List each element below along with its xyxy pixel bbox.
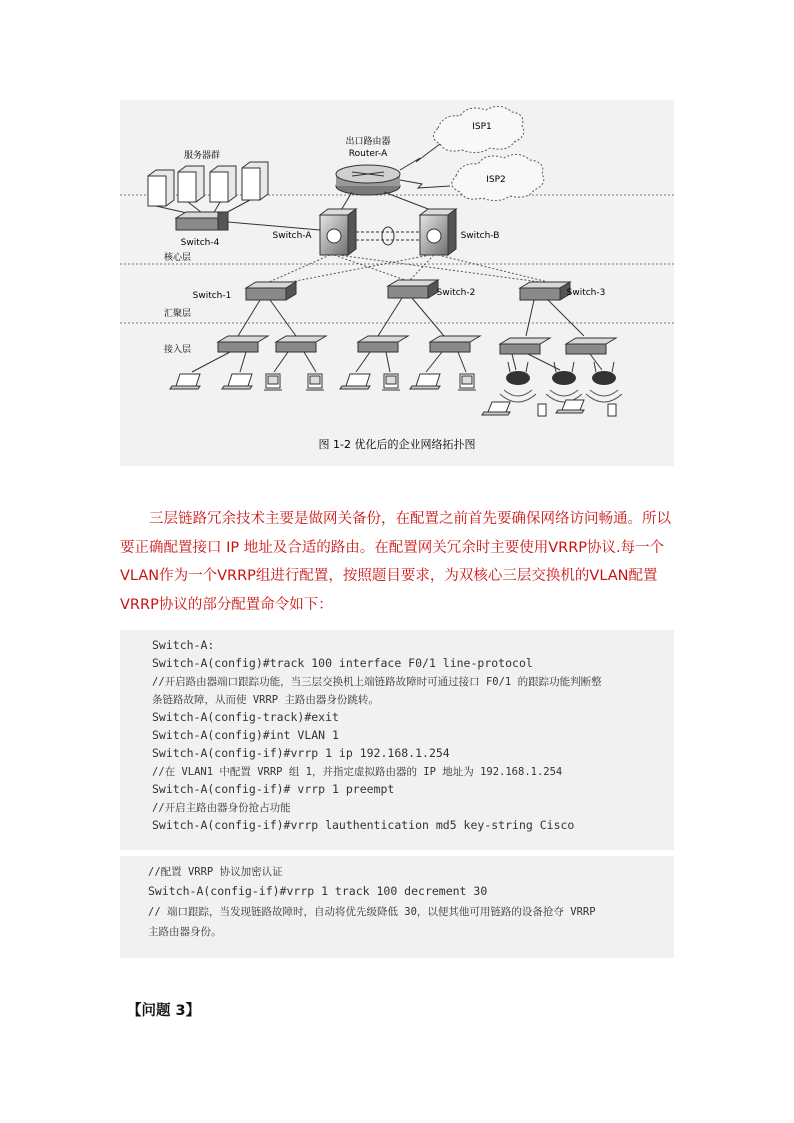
code-line: Switch-A(config)#track 100 interface F0/1 line-protocol (152, 656, 533, 670)
switch-a-label: Switch-A (272, 231, 312, 241)
access-switch-icon (500, 338, 550, 354)
access-switch-icon (358, 336, 408, 352)
switch-b-icon (420, 209, 456, 255)
switch-1-label: Switch-1 (192, 291, 232, 301)
switch-2-label: Switch-2 (436, 288, 476, 298)
switch-3-icon (520, 282, 570, 300)
aggregation-to-access-links (238, 298, 584, 336)
figure-caption: 图 1-2 优化后的企业网络拓扑图 (318, 438, 476, 451)
code-line: Switch-A: (152, 638, 215, 652)
laptop-icon (410, 374, 440, 389)
access-switch-icon (566, 338, 616, 354)
desktop-icon (306, 374, 324, 390)
mobile-device-icon (608, 404, 616, 416)
code-line: Switch-A(config-track)#exit (152, 710, 339, 724)
laptop-icon (340, 374, 370, 389)
switch-4-label: Switch-4 (180, 238, 220, 248)
code-line: Switch-A(config)#int VLAN 1 (152, 728, 339, 742)
server-group-label: 服务器群 (183, 151, 221, 161)
desktop-icon (458, 374, 476, 390)
access-switch-icon (276, 336, 326, 352)
wan-link-isp2 (400, 180, 450, 188)
code-line: Switch-A(config-if)#vrrp 1 track 100 decrement 30 (148, 884, 488, 898)
aggregation-layer-label: 汇聚层 (164, 309, 192, 319)
code-comment: // 端口跟踪，当发现链路故障时，自动将优先级降低 30，以便其他可用链路的设备抢夺 VRRP (148, 906, 596, 918)
switch-1-icon (246, 282, 296, 300)
server-icon (210, 166, 236, 202)
access-switch-icon (218, 336, 268, 352)
core-layer-label: 核心层 (164, 253, 192, 263)
question-heading: 【问题 3】 (127, 1003, 201, 1019)
switch-2-icon (388, 280, 438, 298)
code-comment: //开启主路由器身份抢占功能 (152, 802, 291, 814)
access-switch-icon (430, 336, 480, 352)
switch-4-icon (176, 212, 228, 230)
server-icon (178, 166, 204, 202)
switch-b-label: Switch-B (460, 231, 500, 241)
code-comment: //在 VLAN1 中配置 VRRP 组 1，并指定虚拟路由器的 IP 地址为 192.168.1.254 (152, 766, 563, 778)
laptop-icon (482, 402, 510, 415)
laptop-icon (222, 374, 252, 389)
code-comment: 主路由器身份。 (148, 926, 222, 938)
laptop-icon (170, 374, 200, 389)
isp1-label: ISP1 (472, 122, 492, 132)
code-line: Switch-A(config-if)#vrrp lauthentication md5 key-string Cisco (152, 818, 575, 832)
body-paragraph: 三层链路冗余技术主要是做网关备份，在配置之前首先要确保网络访问畅通。所以要正确配置接口 IP 地址及合适的路由。在配置网关冗余时主要使用VRRP协议.每一个VLAN作为一个VRRP组进行配置，按照题目要求，为双核心三层交换机的VLAN配置VRRP协议的部分配置命令如下： (120, 511, 671, 613)
wireless-ap-icon (546, 362, 582, 402)
desktop-icon (264, 374, 282, 390)
wireless-ap-icon (586, 362, 622, 402)
server-icon (242, 162, 268, 200)
isp2-label: ISP2 (486, 175, 506, 185)
wan-link-isp1 (400, 144, 440, 170)
server-icon (148, 170, 174, 206)
config-code-block-2 (120, 856, 674, 958)
code-line: Switch-A(config-if)# vrrp 1 preempt (152, 782, 395, 796)
code-line: Switch-A(config-if)#vrrp 1 ip 192.168.1.254 (152, 746, 450, 760)
network-topology-figure (120, 100, 674, 466)
mobile-device-icon (538, 404, 546, 416)
router-icon (336, 165, 400, 195)
switch-3-label: Switch-3 (566, 288, 606, 298)
wireless-ap-icon (500, 362, 536, 402)
router-title-label: 出口路由器 (345, 137, 391, 147)
access-layer-label: 接入层 (164, 345, 192, 355)
config-code-block-1 (120, 630, 674, 850)
code-comment: //配置 VRRP 协议加密认证 (148, 866, 283, 878)
code-comment: //开启路由器端口跟踪功能，当三层交换机上端链路故障时可通过接口 F0/1 的跟踪功能判断整 (152, 676, 602, 688)
desktop-icon (382, 374, 400, 390)
code-comment: 条链路故障，从而使 VRRP 主路由器身份跳转。 (152, 694, 379, 706)
router-name-label: Router-A (348, 149, 388, 159)
switch-a-icon (320, 209, 356, 255)
